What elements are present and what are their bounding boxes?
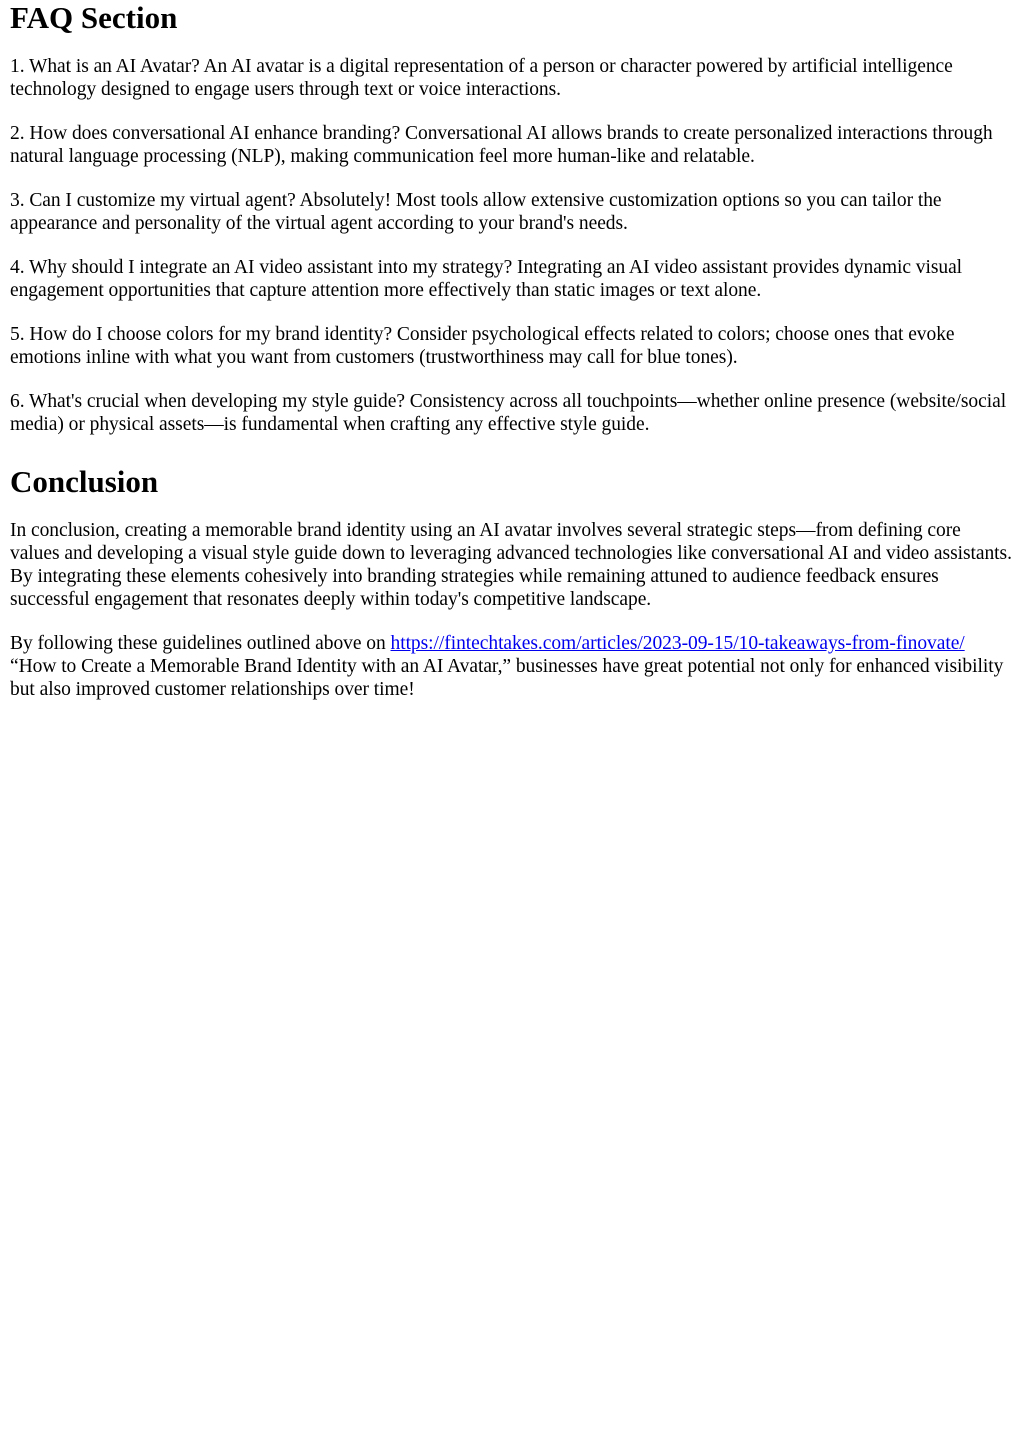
conclusion-section xyxy=(10,464,1014,701)
faq-item-1: 1. What is an AI Avatar? An AI avatar is a digital representation of a person or character powered by artificial intelligence technology designed to engage users through text or voice interactions. xyxy=(10,56,953,100)
article-page xyxy=(0,0,1024,701)
source-article-link[interactable]: https://fintechtakes.com/articles/2023-09-15/10-takeaways-from-finovate/ xyxy=(390,633,965,654)
conclusion-body xyxy=(10,519,1014,701)
conclusion-paragraph-2-intro: By following these guidelines outlined above on xyxy=(10,633,391,654)
faq-section xyxy=(10,0,1014,436)
conclusion-paragraph-2 xyxy=(10,632,1014,701)
faq-item-5: 5. How do I choose colors for my brand identity? Consider psychological effects related to colors; choose ones that evoke emotions inline with what you want from customers (trustworthiness may call for blue tones). xyxy=(10,324,955,368)
conclusion-paragraph-2-outro: “How to Create a Memorable Brand Identity with an AI Avatar,” businesses have great potential not only for enhanced visibility but also improved customer relationships over time! xyxy=(10,656,1004,700)
faq-item-3: 3. Can I customize my virtual agent? Absolutely! Most tools allow extensive customization options so you can tailor the appearance and personality of the virtual agent according to your brand's needs. xyxy=(10,190,942,234)
conclusion-paragraph-1: In conclusion, creating a memorable brand identity using an AI avatar involves several strategic steps—from defining core values and developing a visual style guide down to leveraging advanced technologies like conversational AI and video assistants. By integrating these elements cohesively into branding strategies while remaining attuned to audience feedback ensures successful engagement that resonates deeply within today's competitive landscape. xyxy=(10,520,1012,610)
faq-item-2: 2. How does conversational AI enhance branding? Conversational AI allows brands to create personalized interactions through natural language processing (NLP), making communication feel more human-like and relatable. xyxy=(10,123,993,167)
faq-heading: FAQ Section xyxy=(10,0,178,35)
faq-list xyxy=(10,55,1014,436)
conclusion-heading: Conclusion xyxy=(10,464,159,499)
faq-item-4: 4. Why should I integrate an AI video assistant into my strategy? Integrating an AI video assistant provides dynamic visual engagement opportunities that capture attention more effectively than static images or text alone. xyxy=(10,257,963,301)
faq-item-6: 6. What's crucial when developing my style guide? Consistency across all touchpoints—whether online presence (website/social media) or physical assets—is fundamental when crafting any effective style guide. xyxy=(10,391,1007,435)
